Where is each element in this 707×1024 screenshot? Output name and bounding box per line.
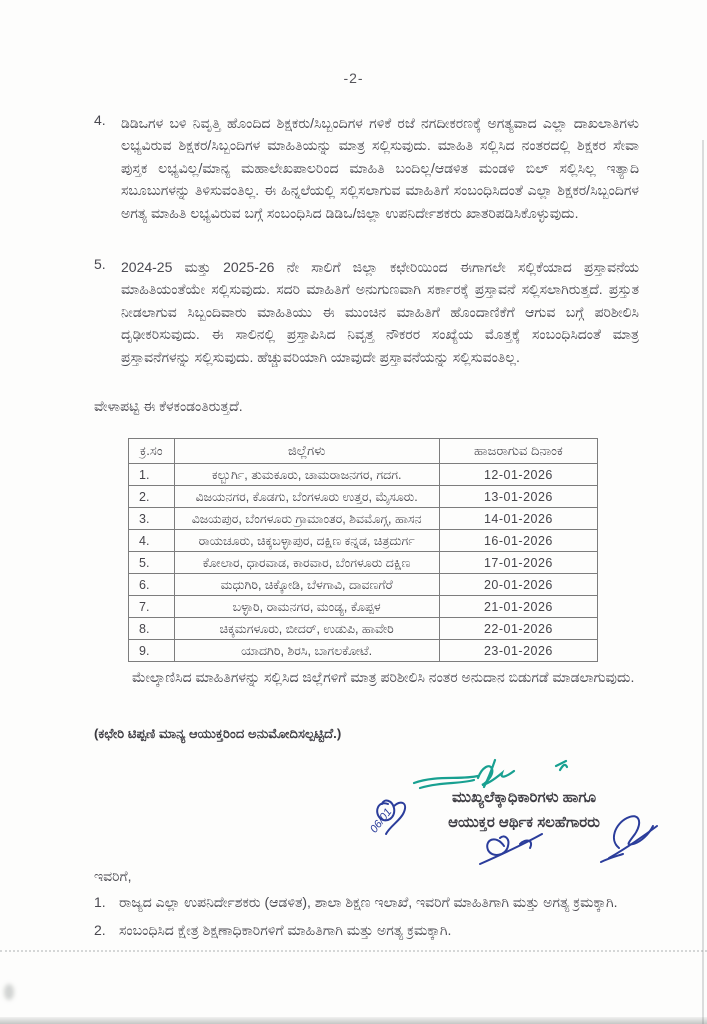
table-row (129, 464, 598, 486)
cell-districts: ಕಲ್ಬುರ್ಗಿ, ತುಮಕೂರು, ಚಾಮರಾಜನಗರ, ಗದಗ. (174, 464, 439, 486)
cell-districts: ಮಧುಗಿರಿ, ಚಿಕ್ಕೋಡಿ, ಬೆಳಗಾವಿ, ದಾವಣಗೆರೆ (174, 574, 439, 596)
cell-districts: ಕೋಲಾರ, ಧಾರವಾಡ, ಕಾರವಾರ, ಬೆಂಗಳೂರು ದಕ್ಷಿಣ (174, 552, 439, 574)
cell-districts: ವಿಜಯನಗರ, ಕೊಡಗು, ಬೆಂಗಳೂರು ಉತ್ತರ, ಮೈಸೂರು. (174, 486, 439, 508)
item-5-text: 2024-25 ಮತ್ತು 2025-26 ನೇ ಸಾಲಿಗೆ ಜಿಲ್ಲಾ ಕಛೇರಿಯಿಂದ ಈಗಾಗಲೇ ಸಲ್ಲಿಕೆಯಾದ ಪ್ರಸ್ತಾವನೆಯ ಮಾಹಿತಿಯಂತೆಯೇ ಸಲ್ಲಿಸುವುದು. ಸದರಿ ಮಾಹಿತಿಗೆ ಅನುಗುಣವಾಗಿ ಸರ್ಕಾರಕ್ಕೆ ಪ್ರಸ್ತಾವನೆ ಸಲ್ಲಿಸಲಾಗಿರುತ್ತದೆ. ಪ್ರಸ್ತುತ ನೀಡಲಾಗುವ ಸಿಬ್ಬಂದಿವಾರು ಮಾಹಿತಿಯು ಈ ಮುಂಚಿನ ಮಾಹಿತಿಗೆ ಹೊಂದಾಣಿಕೆಗೆ ಆಗುವ ಬಗ್ಗೆ ಪರಿಶೀಲಿಸಿ ದೃಢೀಕರಿಸುವುದು. ಈ ಸಾಲಿನಲ್ಲಿ ಪ್ರಸ್ತಾಪಿಸಿದ ನಿವೃತ್ತ ನೌಕರರ ಸಂಖ್ಯೆಯ ಮೊತ್ತಕ್ಕೆ ಸಂಬಂಧಿಸಿದಂತೆ ಮಾತ್ರ ಪ್ರಸ್ತಾವನೆಗಳನ್ನು ಸಲ್ಲಿಸುವುದು. ಹೆಚ್ಚುವರಿಯಾಗಿ ಯಾವುದೇ ಪ್ರಸ್ತಾವನೆಯನ್ನು ಸಲ್ಲಿಸುವಂತಿಲ್ಲ. (121, 259, 639, 365)
scan-artifact-right-edge (702, 140, 704, 1024)
numbered-item-4 (94, 112, 639, 224)
cell-sl: 2. (129, 486, 175, 508)
cell-date: 23-01-2026 (439, 640, 597, 662)
table-row (129, 596, 598, 618)
cell-sl: 5. (129, 552, 175, 574)
cell-date: 17-01-2026 (439, 552, 597, 574)
table-row (129, 486, 598, 508)
table-row (129, 530, 598, 552)
item-4-number: 4. (94, 112, 106, 128)
page-number: -2- (343, 70, 364, 86)
cell-sl: 1. (129, 464, 175, 486)
distribution-item-2 (94, 919, 642, 942)
cell-districts: ಯಾದಗಿರಿ, ಶಿರಸಿ, ಬಾಗಲಕೋಟೆ. (174, 640, 439, 662)
scan-artifact-smudge (4, 984, 14, 1000)
cell-sl: 8. (129, 618, 175, 640)
distribution-item-2-number: 2. (94, 922, 106, 938)
closing-paragraph: ಮೇಲ್ಕಾಣಿಸಿದ ಮಾಹಿತಿಗಳನ್ನು ಸಲ್ಲಿಸಿದ ಜಿಲ್ಲೆಗಳಿಗೆ ಮಾತ್ರ ಪರಿಶೀಲಿಸಿ ನಂತರ ಅನುದಾನ ಬಿಡುಗಡೆ ಮಾಡಲಾಗುವುದು. (132, 669, 635, 685)
table-row (129, 552, 598, 574)
distribution-list (94, 891, 642, 947)
office-note-bold: (ಕಛೇರಿ ಟಿಪ್ಪಣಿ ಮಾನ್ಯ ಆಯುಕ್ತರಿಂದ ಅನುಮೋದಿಸಲ್ಪಟ್ಟಿದೆ.) (94, 726, 342, 741)
distribution-item-2-text: ಸಂಬಂಧಿಸಿದ ಕ್ಷೇತ್ರ ಶಿಕ್ಷಣಾಧಿಕಾರಿಗಳಿಗೆ ಮಾಹಿತಿಗಾಗಿ ಮತ್ತು ಅಗತ್ಯ ಕ್ರಮಕ್ಕಾಗಿ. (119, 922, 452, 938)
table-header-row (129, 439, 598, 464)
cell-sl: 4. (129, 530, 175, 552)
distribution-item-1 (94, 891, 642, 914)
table-row (129, 640, 598, 662)
cell-date: 14-01-2026 (439, 508, 597, 530)
cell-districts: ರಾಯಚೂರು, ಚಿಕ್ಕಬಳ್ಳಾಪುರ, ದಕ್ಷಿಣ ಕನ್ನಡ, ಚಿತ್ರದುರ್ಗ (174, 530, 439, 552)
cell-date: 12-01-2026 (439, 464, 597, 486)
signature-scribble-right (597, 806, 667, 866)
handwritten-date: 06/01 (368, 806, 395, 836)
header-districts: ಜಿಲ್ಲೆಗಳು (174, 439, 439, 464)
table-row (129, 618, 598, 640)
cell-date: 20-01-2026 (439, 574, 597, 596)
signatory-title-line2: ಆಯುಕ್ತರ ಆರ್ಥಿಕ ಸಲಹೆಗಾರರು (448, 814, 600, 831)
cell-sl: 9. (129, 640, 175, 662)
cell-date: 16-01-2026 (439, 530, 597, 552)
table-row (129, 574, 598, 596)
numbered-item-5 (94, 256, 639, 368)
cell-districts: ಚಿಕ್ಕಮಗಳೂರು, ಬೀದರ್, ಉಡುಪಿ, ಹಾವೇರಿ (174, 618, 439, 640)
cell-date: 21-01-2026 (439, 596, 597, 618)
cell-districts: ವಿಜಯಪುರ, ಬೆಂಗಳೂರು ಗ್ರಾಮಾಂತರ, ಶಿವಮೊಗ್ಗ, ಹಾಸನ (174, 508, 439, 530)
item-5-number: 5. (94, 256, 106, 272)
cell-date: 13-01-2026 (439, 486, 597, 508)
scan-artifact-dotted-line (0, 950, 707, 952)
cell-date: 22-01-2026 (439, 618, 597, 640)
cell-sl: 6. (129, 574, 175, 596)
signature-scribble-middle (476, 826, 551, 868)
header-serial-number: ಕ್ರ.ಸಂ (129, 439, 175, 464)
signatory-title-line1: ಮುಖ್ಯಲೆಕ್ಕಾಧಿಕಾರಿಗಳು ಹಾಗೂ (451, 789, 597, 806)
item-4-text: ಡಿಡಿಒಗಳ ಬಳಿ ನಿವೃತ್ತಿ ಹೊಂದಿದ ಶಿಕ್ಷಕರು/ಸಿಬ್ಬಂದಿಗಳ ಗಳಿಕೆ ರಜೆ ನಗದೀಕರಣಕ್ಕೆ ಅಗತ್ಯವಾದ ಎಲ್ಲಾ ದಾಖಲಾತಿಗಳು ಲಭ್ಯವಿರುವ ಶಿಕ್ಷಕರ/ಸಿಬ್ಬಂದಿಗಳ ಮಾಹಿತಿಯನ್ನು ಮಾತ್ರ ಸಲ್ಲಿಸುವುದು. ಮಾಹಿತಿ ಸಲ್ಲಿಸಿದ ನಂತರದಲ್ಲಿ ಶಿಕ್ಷಕರ ಸೇವಾ ಪುಸ್ತಕ ಲಭ್ಯವಿಲ್ಲ/ಮಾನ್ಯ ಮಹಾಲೇಖಪಾಲರಿಂದ ಮಾಹಿತಿ ಬಂದಿಲ್ಲ/ಆಡಳಿತ ಮಂಡಳಿ ಬಿಲ್ ಸಲ್ಲಿಸಿಲ್ಲ ಇತ್ಯಾದಿ ಸಬೂಬುಗಳನ್ನು ತಿಳಿಸುವಂತಿಲ್ಲ. ಈ ಹಿನ್ನಲೆಯಲ್ಲಿ ಸಲ್ಲಿಸಲಾಗುವ ಮಾಹಿತಿಗೆ ಸಂಬಂಧಿಸಿದಂತೆ ಎಲ್ಲಾ ಶಿಕ್ಷಕರ/ಸಿಬ್ಬಂದಿಗಳ ಅಗತ್ಯ ಮಾಹಿತಿ ಲಭ್ಯವಿರುವ ಬಗ್ಗೆ ಸಂಬಂಧಿಸಿದ ಡಿಡಿಒ/ಜಿಲ್ಲಾ ಉಪನಿರ್ದೇಶಕರು ಖಾತರಿಪಡಿಸಿಕೊಳ್ಳುವುದು. (121, 115, 639, 221)
cell-sl: 7. (129, 596, 175, 618)
scan-artifact-bottom-edge (0, 1017, 707, 1024)
header-attendance-date: ಹಾಜರಾಗುವ ದಿನಾಂಕ (439, 439, 597, 464)
schedule-intro-line: ವೇಳಾಪಟ್ಟಿ ಈ ಕೆಳಕಂಡಂತಿರುತ್ತದೆ. (94, 398, 243, 414)
cell-districts: ಬಳ್ಳಾರಿ, ರಾಮನಗರ, ಮಂಡ್ಯ, ಕೊಪ್ಪಳ (174, 596, 439, 618)
schedule-table (128, 438, 598, 662)
table-row (129, 508, 598, 530)
distribution-item-1-text: ರಾಜ್ಯದ ಎಲ್ಲಾ ಉಪನಿರ್ದೇಶಕರು (ಆಡಳಿತ), ಶಾಲಾ ಶಿಕ್ಷಣ ಇಲಾಖೆ, ಇವರಿಗೆ ಮಾಹಿತಿಗಾಗಿ ಮತ್ತು ಅಗತ್ಯ ಕ್ರಮಕ್ಕಾಗಿ. (119, 894, 618, 910)
distribution-heading: ಇವರಿಗೆ, (94, 868, 132, 884)
distribution-item-1-number: 1. (94, 894, 106, 910)
cell-sl: 3. (129, 508, 175, 530)
